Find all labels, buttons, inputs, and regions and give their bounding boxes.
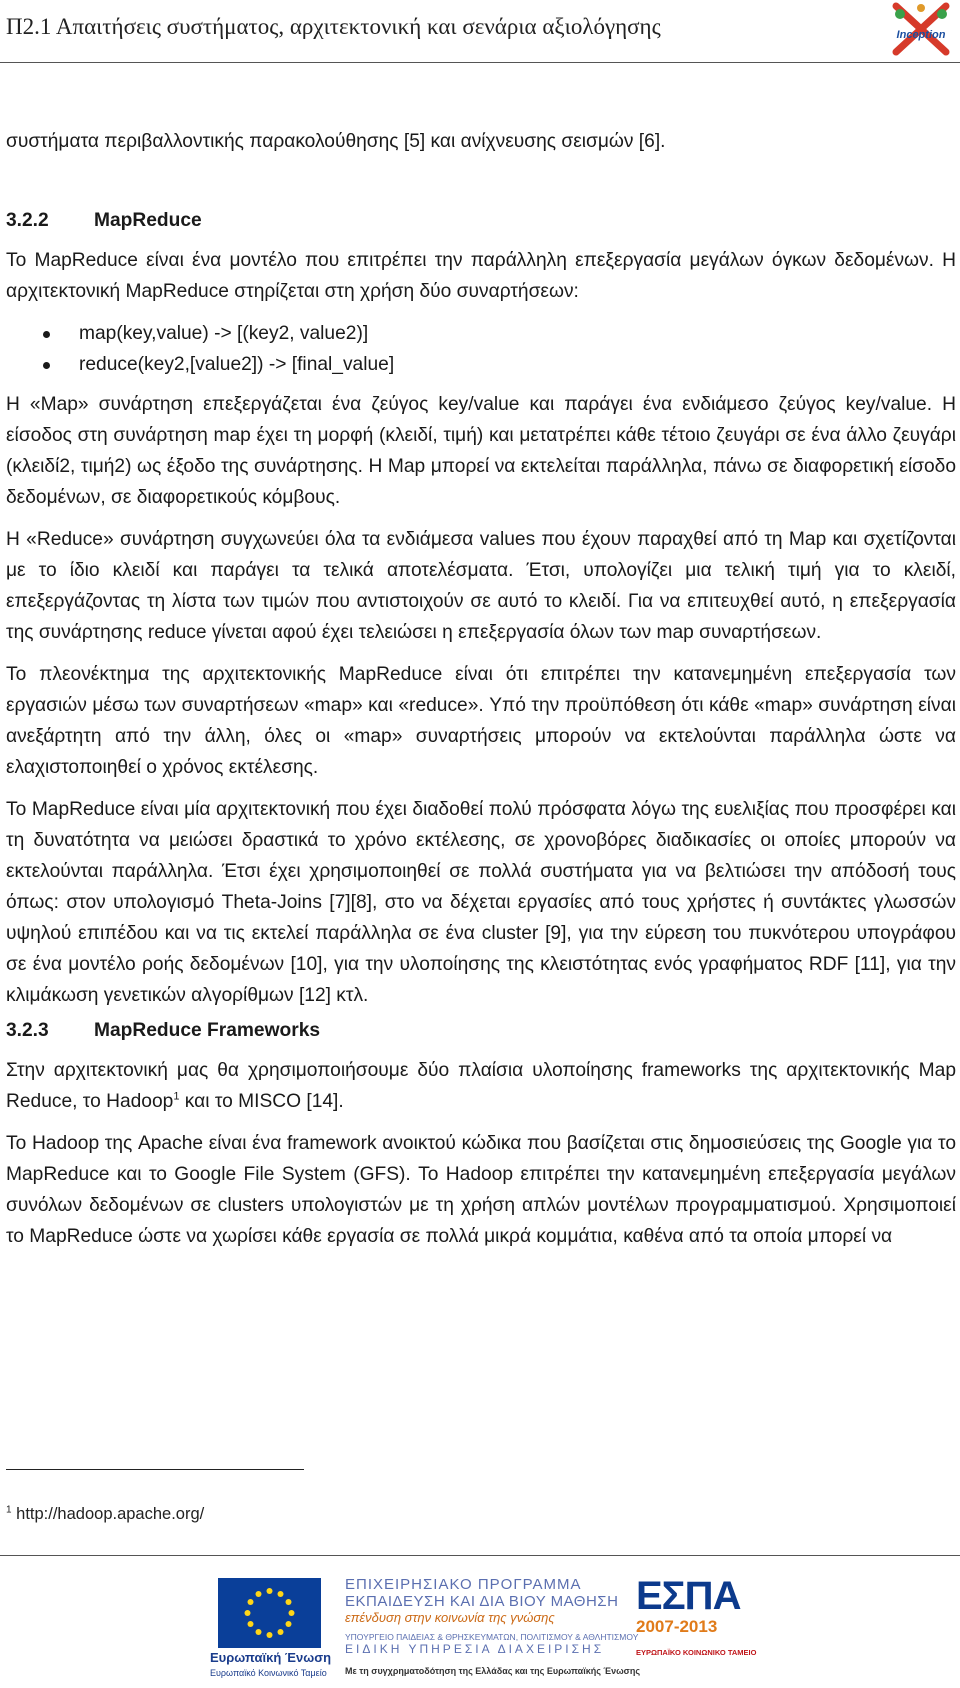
epan-service: ΕΙΔΙΚΗ ΥΠΗΡΕΣΙΑ ΔΙΑΧΕΙΡΙΣΗΣ — [345, 1642, 605, 1656]
paragraph-reduce-function: Η «Reduce» συνάρτηση συγχωνεύει όλα τα ενδιάμεσα values που έχουν παραχθεί από τη Map και σχετίζονται με το ίδιο κλειδί και παράγει τα τελικά αποτελέσματα. Έτσι, υπολογίζει μια τελική τιμή για το κλειδί, επεξεργάζοντας τη λίστα των τιμών που αντιστοιχούν σε αυτό το κλειδί. Για να επιτευχθεί αυτό, η επεξεργασία της συνάρτησης reduce γίνεται αφού έχει τελειώσει η επεξεργασία όλων των map συναρτήσεων. — [6, 529, 956, 643]
epan-ministry: ΥΠΟΥΡΓΕΙΟ ΠΑΙΔΕΙΑΣ & ΘΡΗΣΚΕΥΜΑΤΩΝ, ΠΟΛΙΤΙΣΜΟΥ & ΑΘΛΗΤΙΣΜΟΥ — [345, 1632, 639, 1642]
eu-label: Ευρωπαϊκή Ένωση — [210, 1650, 332, 1665]
footer-separator — [0, 1555, 960, 1556]
eu-sublabel: Ευρωπαϊκό Κοινωνικό Ταμείο — [210, 1668, 327, 1678]
paragraph-applications: Το MapReduce είναι μία αρχιτεκτονική που έχει διαδοθεί πολύ πρόσφατα λόγω της ευελιξίας που προσφέρει και τη δυνατότητα να μειώσει δραστικά το χρόνο εκτέλεσης, σε χρονοβόρες διαδικασίες οι οποίες μπορούν να εκτελούνται παράλληλα. Έτσι έχει χρησιμοποιηθεί σε πολλά συστήματα για να βελτιώσει την απόδοσή τους όπως: στον υπολογισμό Theta-Joins [7][8], στο να δέχεται εργασίες από τους χρήστες ή συντάκτες γλωσσών υψηλού επιπέδου και να τις εκτελεί παράλληλα σε ένα cluster [9], για την εύρεση του πυκνότερου υπογράφου σε ένα μοντέλο ροής δεδομένων [10], για την υλοποίησης της κλειστότητας ενός γραφήματος RDF [11], για την κλιμάκωση γενετικών αλγορίθμων [12] κτλ. — [6, 799, 956, 1006]
page-title: Π2.1 Απαιτήσεις συστήματος, αρχιτεκτονική και σενάρια αξιολόγησης — [6, 14, 661, 39]
epan-title: ΕΠΙΧΕΙΡΗΣΙΑΚΟ ΠΡΟΓΡΑΜΜΑ — [345, 1576, 582, 1593]
espa-logo — [636, 1574, 757, 1676]
footnote-ref[interactable]: 1 — [173, 1090, 180, 1103]
list-item-text: map(key,value) -> [(key2, value2)] — [79, 323, 369, 344]
section-heading-3-2-3 — [6, 1015, 956, 1046]
eu-logo — [210, 1578, 332, 1682]
paragraph-map-function: Η «Map» συνάρτηση επεξεργάζεται ένα ζεύγος key/value και παράγει ένα ενδιάμεσο ζεύγος key/value. Η είσοδος στη συνάρτηση map έχει τη μορφή (κλειδί, τιμή) και μετατρέπει κάθε τέτοιο ζευγάρι σε ένα άλλο ζευγάρι (κλειδί2, τιμή2) ως έξοδο της συνάρτησης. Η Map μπορεί να εκτελείται παράλληλα, πάνω σε διαφορετική είσοδο δεδομένων, σε διαφορετικούς κόμβους. — [6, 394, 956, 508]
epan-subtitle: ΕΚΠΑΙΔΕΥΣΗ ΚΑΙ ΔΙΑ ΒΙΟΥ ΜΑΘΗΣΗ — [345, 1593, 619, 1610]
inception-logo-text: Inception — [896, 29, 946, 41]
cofunding-note: Με τη συγχρηματοδότηση της Ελλάδας και της Ευρωπαϊκής Ένωσης — [345, 1666, 641, 1676]
bullet-icon — [43, 331, 50, 338]
paragraph-hadoop: Το Hadoop της Apache είναι ένα framework ανοικτού κώδικα που βασίζεται στις δημοσιεύσεις της Google για το MapReduce και το Google File System (GFS). Το Hadoop επιτρέπει την κατανεμημένη επεξεργασία μεγάλων συνόλων δεδομένων σε clusters υπολογιστών με τη χρήση απλών μοντέλων προγραμματισμού. Χρησιμοποιεί το MapReduce ώστε να χωρίσει κάθε εργασία σε πολλά μικρά κομμάτια, καθένα από τα οποία μπορεί να — [6, 1133, 956, 1247]
list-item-text: reduce(key2,[value2]) -> [final_value] — [79, 354, 395, 375]
bullet-icon — [43, 362, 50, 369]
paragraph-mapreduce-intro: Το MapReduce είναι ένα μοντέλο που επιτρέπει την παράλληλη επεξεργασία μεγάλων όγκων δεδομένων. Η αρχιτεκτονική MapReduce στηρίζεται στη χρήση δύο συναρτήσεων: — [6, 250, 956, 302]
espa-fund: ΕΥΡΩΠΑΪΚΟ ΚΟΙΝΩΝΙΚΟ ΤΑΜΕΙΟ — [636, 1648, 757, 1657]
espa-name: ΕΣΠΑ — [636, 1574, 741, 1618]
epan-slogan: επένδυση στην κοινωνία της γνώσης — [345, 1610, 555, 1625]
page-header — [0, 0, 960, 63]
section-title: MapReduce Frameworks — [94, 1020, 321, 1041]
paragraph-frameworks: Στην αρχιτεκτονική μας θα χρησιμοποιήσουμε δύο πλαίσια υλοποίησης frameworks της αρχιτεκτονικής Map Reduce, το Hadoop$^1$ και το MISCO [14]. — [6, 1060, 956, 1112]
section-number: 3.2.2 — [6, 210, 49, 231]
inception-logo — [888, 2, 954, 60]
footnote-link[interactable]: http://hadoop.apache.org/ — [16, 1505, 205, 1523]
document-body — [6, 126, 956, 1263]
section-heading-3-2-2 — [6, 205, 956, 236]
list-item — [6, 318, 956, 349]
footnote-separator — [6, 1469, 304, 1470]
eu-flag-icon — [218, 1578, 321, 1648]
list-item — [6, 349, 956, 380]
espa-years: 2007-2013 — [636, 1617, 718, 1636]
intro-paragraph: συστήματα περιβαλλοντικής παρακολούθησης [5] και ανίχνευσης σεισμών [6]. — [6, 131, 666, 152]
paragraph-advantage: Το πλεονέκτημα της αρχιτεκτονικής MapReduce είναι ότι επιτρέπει την κατανεμημένη επεξεργασία των εργασιών μέσω των συναρτήσεων «map» και «reduce». Υπό την προϋπόθεση ότι κάθε «map» συνάρτηση είναι ανεξάρτητη από την άλλη, όλες οι «map» συναρτήσεις μπορούν να εκτελούνται παράλληλα ώστε να ελαχιστοποιηθεί ο χρόνος εκτέλεσης. — [6, 664, 956, 778]
section-title: MapReduce — [94, 210, 202, 231]
footnote-marker: 1 — [6, 1504, 12, 1516]
section-number: 3.2.3 — [6, 1020, 49, 1041]
footnote — [6, 1505, 204, 1524]
function-list — [6, 318, 956, 380]
epan-logo — [345, 1576, 641, 1686]
